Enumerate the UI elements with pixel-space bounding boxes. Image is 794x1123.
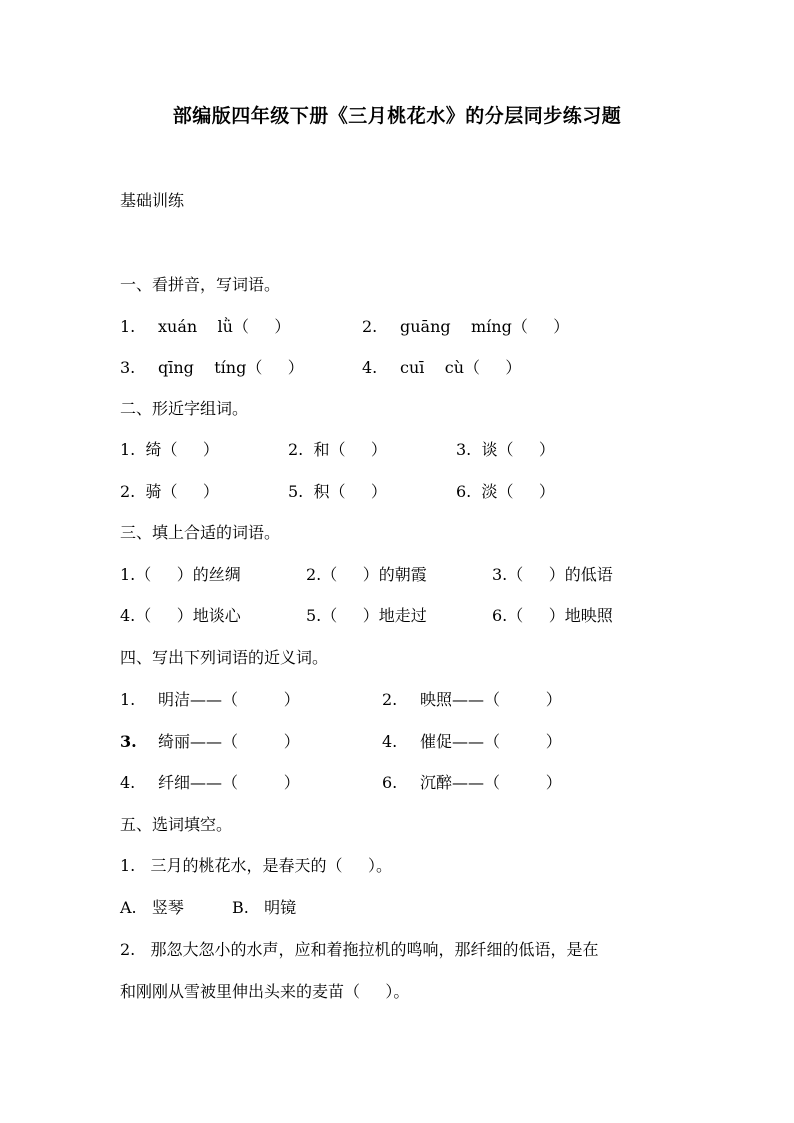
section2-row2: [120, 481, 680, 503]
char-item: 1. 绮（ ）: [120, 440, 219, 459]
synonym-item: 明洁——（ ）: [158, 690, 300, 709]
question-2-line-1: 2. 那忽大忽小的水声，应和着拖拉机的鸣响，那纤细的低语，是在: [120, 940, 599, 959]
section1-row1: [120, 316, 680, 338]
char-item: 6. 淡（ ）: [456, 482, 555, 501]
phrase-item: 6.（ ）地映照: [492, 606, 613, 625]
item-number: 4.: [362, 358, 378, 377]
pinyin-item: xuán lǜ（ ）: [158, 317, 291, 336]
phrase-item: 1.（ ）的丝绸: [120, 565, 241, 584]
phrase-item: 5.（ ）地走过: [306, 606, 427, 625]
synonym-item: 绮丽——（ ）: [158, 732, 300, 751]
option-a: A. 竖琴: [120, 898, 184, 917]
page-title: 部编版四年级下册《三月桃花水》的分层同步练习题: [172, 105, 622, 127]
char-item: 2. 骑（ ）: [120, 482, 219, 501]
item-number: 2.: [362, 317, 378, 336]
section3-heading: 三、填上合适的词语。: [120, 523, 281, 542]
item-number: 3.: [120, 358, 136, 377]
char-item: 5. 积（ ）: [288, 482, 387, 501]
section5-heading: 五、选词填空。: [120, 815, 233, 834]
section3-row2: [120, 605, 680, 627]
section2-row1: [120, 439, 680, 461]
item-number: 3.: [120, 732, 137, 751]
phrase-item: 3.（ ）的低语: [492, 565, 613, 584]
item-number: 2.: [382, 690, 398, 709]
section2-heading: 二、形近字组词。: [120, 399, 249, 418]
section4-row2: [120, 731, 680, 753]
synonym-item: 催促——（ ）: [420, 732, 562, 751]
synonym-item: 沉醉——（ ）: [420, 773, 562, 792]
option-b: B. 明镜: [232, 898, 297, 917]
phrase-item: 2.（ ）的朝霞: [306, 565, 427, 584]
item-number: 1.: [120, 317, 136, 336]
phrase-item: 4.（ ）地谈心: [120, 606, 241, 625]
item-number: 1.: [120, 690, 136, 709]
question-2-line-2: 和刚刚从雪被里伸出头来的麦苗（ ）。: [120, 982, 410, 1001]
question-1-options: [120, 897, 420, 919]
section4-row1: [120, 689, 680, 711]
section4-heading: 四、写出下列词语的近义词。: [120, 648, 329, 667]
item-number: 6.: [382, 773, 398, 792]
section1-row2: [120, 357, 680, 379]
item-number: 4.: [382, 732, 398, 751]
section3-row1: [120, 564, 680, 586]
synonym-item: 映照——（ ）: [420, 690, 562, 709]
level-heading: 基础训练: [120, 191, 185, 210]
pinyin-item: guāng míng（ ）: [400, 317, 570, 336]
pinyin-item: qīng tíng（ ）: [158, 358, 304, 377]
char-item: 3. 谈（ ）: [456, 440, 555, 459]
char-item: 2. 和（ ）: [288, 440, 387, 459]
item-number: 4.: [120, 773, 136, 792]
section4-row3: [120, 772, 680, 794]
question-1: 1. 三月的桃花水，是春天的（ ）。: [120, 856, 392, 875]
section1-heading: 一、看拼音，写词语。: [120, 275, 281, 294]
synonym-item: 纤细——（ ）: [158, 773, 300, 792]
pinyin-item: cuī cù（ ）: [400, 358, 522, 377]
